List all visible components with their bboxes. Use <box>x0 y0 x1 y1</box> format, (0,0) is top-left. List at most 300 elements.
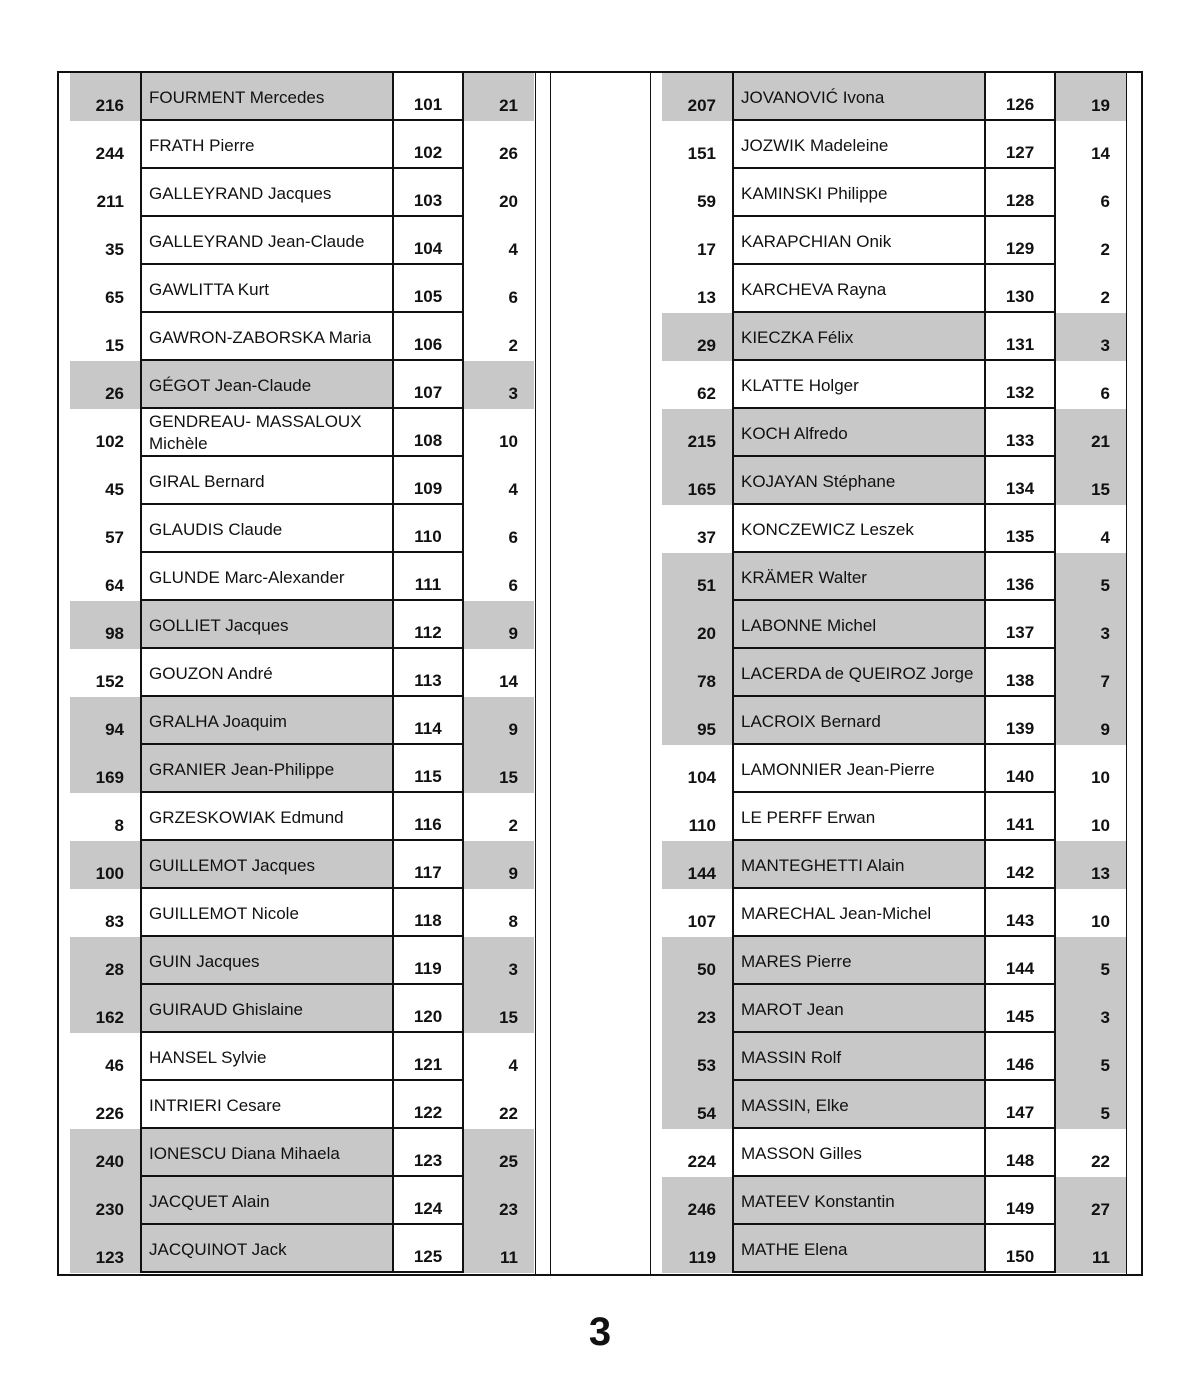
entry-value <box>1056 313 1126 361</box>
entry-value-text: 19 <box>1091 96 1110 115</box>
entry-sequence <box>392 793 464 841</box>
entry-name <box>140 121 394 169</box>
entry-name-text: MATEEV Konstantin <box>741 1192 895 1211</box>
entry-value <box>464 505 534 553</box>
entry-value-text: 22 <box>1091 1152 1110 1171</box>
entry-value-text: 9 <box>508 864 518 883</box>
entry-name <box>732 1081 986 1129</box>
entry-sequence <box>984 265 1056 313</box>
entry-number-text: 26 <box>105 384 124 403</box>
entry-number-text: 169 <box>95 768 124 787</box>
entry-name-text: JOZWIK Madeleine <box>741 136 889 155</box>
entry-number <box>662 409 732 457</box>
entry-name <box>732 265 986 313</box>
entry-sequence-text: 128 <box>1005 191 1035 210</box>
entry-value-text: 21 <box>499 96 518 115</box>
entry-number-text: 15 <box>105 336 124 355</box>
entry-sequence <box>984 793 1056 841</box>
entry-name-text: MATHE Elena <box>741 1240 848 1259</box>
entry-name-text: GALLEYRAND Jacques <box>149 184 332 203</box>
entry-value <box>464 169 534 217</box>
entry-number-text: 104 <box>687 768 716 787</box>
entry-name-text: JACQUINOT Jack <box>149 1240 287 1259</box>
entry-value-text: 3 <box>1100 1008 1110 1027</box>
entry-number <box>70 601 140 649</box>
entry-name <box>732 1033 986 1081</box>
entry-value <box>1056 793 1126 841</box>
entry-value <box>464 889 534 937</box>
entry-number-text: 13 <box>697 288 716 307</box>
entry-name-text: GALLEYRAND Jean-Claude <box>149 232 365 251</box>
entry-sequence <box>984 697 1056 745</box>
entry-value-text: 4 <box>1100 528 1110 547</box>
entry-sequence <box>984 1225 1056 1273</box>
entry-name-text: GENDREAU- MASSALOUX Michèle <box>149 412 362 453</box>
entry-name-text: KAMINSKI Philippe <box>741 184 888 203</box>
entry-sequence-text: 118 <box>414 911 442 930</box>
entry-value <box>1056 601 1126 649</box>
entry-value <box>1056 361 1126 409</box>
entry-number <box>662 841 732 889</box>
entry-number <box>70 169 140 217</box>
entry-sequence <box>984 361 1056 409</box>
entry-value <box>464 1081 534 1129</box>
entry-name-text: INTRIERI Cesare <box>149 1096 282 1115</box>
entry-value <box>1056 1081 1126 1129</box>
entry-name-text: GUIN Jacques <box>149 952 260 971</box>
entry-name <box>140 1033 394 1081</box>
entry-value-text: 5 <box>1100 960 1110 979</box>
entry-number-text: 144 <box>687 864 716 883</box>
entry-sequence <box>392 121 464 169</box>
entry-number <box>662 457 732 505</box>
entry-value-text: 6 <box>1100 384 1110 403</box>
entry-name-text: KARAPCHIAN Onik <box>741 232 892 251</box>
entry-sequence <box>392 697 464 745</box>
entry-number <box>662 1177 732 1225</box>
entry-sequence <box>392 937 464 985</box>
entry-value-text: 6 <box>508 288 518 307</box>
entry-sequence-text: 127 <box>1005 143 1035 162</box>
entry-sequence-text: 117 <box>414 863 442 882</box>
entry-value <box>1056 169 1126 217</box>
entry-sequence-text: 125 <box>413 1247 443 1266</box>
entry-value <box>1056 1033 1126 1081</box>
entry-name-text: GRANIER Jean-Philippe <box>149 760 335 779</box>
entry-number-text: 246 <box>687 1200 716 1219</box>
entry-sequence-text: 105 <box>413 287 443 306</box>
entry-number-text: 110 <box>688 816 716 835</box>
entry-number-text: 226 <box>95 1104 124 1123</box>
entry-value <box>1056 985 1126 1033</box>
entry-sequence-text: 123 <box>413 1151 443 1170</box>
entry-value <box>464 457 534 505</box>
entry-number-text: 29 <box>697 336 716 355</box>
entry-name-text: GOUZON André <box>149 664 273 683</box>
entry-sequence-text: 134 <box>1005 479 1035 498</box>
entry-number-text: 165 <box>687 480 716 499</box>
entry-sequence-text: 145 <box>1005 1007 1035 1026</box>
entry-sequence-text: 139 <box>1005 719 1035 738</box>
entry-number-text: 54 <box>697 1104 716 1123</box>
entry-number-text: 244 <box>95 144 124 163</box>
entry-sequence <box>392 457 464 505</box>
entry-sequence-text: 104 <box>413 239 443 258</box>
entry-number-text: 28 <box>105 960 124 979</box>
entry-value <box>464 1225 534 1273</box>
entry-value-text: 6 <box>508 528 518 547</box>
entry-value-text: 10 <box>499 432 518 451</box>
entry-name <box>732 217 986 265</box>
entry-value <box>1056 937 1126 985</box>
entry-number <box>662 697 732 745</box>
entry-value <box>1056 1225 1126 1273</box>
entry-name-text: GUILLEMOT Nicole <box>149 904 299 923</box>
entry-name-text: MARES Pierre <box>741 952 852 971</box>
entry-number-text: 20 <box>697 624 716 643</box>
entry-sequence-text: 120 <box>413 1007 443 1026</box>
entry-number <box>70 409 140 457</box>
entry-number <box>662 649 732 697</box>
entry-sequence-text: 111 <box>414 575 442 594</box>
entry-number <box>662 505 732 553</box>
entry-name-text: KRÄMER Walter <box>741 568 867 587</box>
entry-sequence <box>392 313 464 361</box>
entry-sequence-text: 114 <box>414 719 442 738</box>
entry-value-text: 11 <box>500 1248 518 1267</box>
entry-sequence <box>984 1129 1056 1177</box>
entry-sequence-text: 122 <box>413 1103 443 1122</box>
entry-sequence-text: 141 <box>1005 815 1035 834</box>
entry-name <box>732 841 986 889</box>
entry-name-text: LAMONNIER Jean-Pierre <box>741 760 935 779</box>
entry-number-text: 64 <box>105 576 124 595</box>
entry-number-text: 230 <box>95 1200 124 1219</box>
entry-number <box>662 313 732 361</box>
entry-name <box>732 649 986 697</box>
entry-sequence-text: 116 <box>414 815 442 834</box>
entry-number <box>662 1081 732 1129</box>
entry-value <box>1056 217 1126 265</box>
entry-name <box>732 505 986 553</box>
entry-value-text: 2 <box>1100 288 1110 307</box>
entry-sequence <box>984 601 1056 649</box>
entry-value-text: 2 <box>508 816 518 835</box>
entry-sequence-text: 142 <box>1005 863 1035 882</box>
entry-sequence-text: 146 <box>1005 1055 1035 1074</box>
entry-sequence-text: 144 <box>1005 959 1035 978</box>
entry-sequence <box>392 649 464 697</box>
entry-number <box>70 73 140 121</box>
entry-name <box>140 217 394 265</box>
entry-number <box>662 169 732 217</box>
entry-name-text: LE PERFF Erwan <box>741 808 876 827</box>
entry-name <box>140 313 394 361</box>
entry-name <box>732 73 986 121</box>
entry-sequence <box>984 313 1056 361</box>
entry-number <box>70 313 140 361</box>
entry-number-text: 51 <box>697 576 716 595</box>
entry-number <box>70 745 140 793</box>
entry-name <box>732 985 986 1033</box>
entry-name <box>140 793 394 841</box>
entry-name <box>140 1081 394 1129</box>
entry-number-text: 240 <box>95 1152 124 1171</box>
entry-value <box>464 985 534 1033</box>
entry-value <box>1056 409 1126 457</box>
entry-number <box>662 217 732 265</box>
entry-value <box>464 649 534 697</box>
entry-number-text: 102 <box>95 432 124 451</box>
entry-sequence-text: 149 <box>1005 1199 1035 1218</box>
entry-number <box>662 985 732 1033</box>
entry-number <box>662 601 732 649</box>
entry-value <box>464 601 534 649</box>
entry-sequence-text: 102 <box>413 143 443 162</box>
entry-name <box>140 553 394 601</box>
entry-value <box>464 1033 534 1081</box>
entry-name <box>140 409 394 457</box>
entry-number-text: 37 <box>697 528 716 547</box>
entry-sequence <box>984 217 1056 265</box>
entry-value-text: 3 <box>508 384 518 403</box>
entry-number-text: 215 <box>687 432 716 451</box>
entry-number-text: 8 <box>114 816 124 835</box>
entry-name-text: LABONNE Michel <box>741 616 877 635</box>
entry-name-text: GRZESKOWIAK Edmund <box>149 808 344 827</box>
entry-value-text: 10 <box>1091 816 1110 835</box>
entry-number-text: 62 <box>697 384 716 403</box>
entry-value <box>1056 697 1126 745</box>
entry-value-text: 9 <box>508 720 518 739</box>
entry-value-text: 2 <box>1100 240 1110 259</box>
entry-number <box>70 889 140 937</box>
entry-name-text: MASSIN, Elke <box>741 1096 849 1115</box>
entry-name-text: LACROIX Bernard <box>741 712 881 731</box>
entry-name <box>140 841 394 889</box>
entry-sequence-text: 124 <box>413 1199 443 1218</box>
entry-name-text: MARECHAL Jean-Michel <box>741 904 932 923</box>
entry-value-text: 10 <box>1091 768 1110 787</box>
entry-value <box>464 265 534 313</box>
entry-name <box>732 793 986 841</box>
entry-number-text: 83 <box>105 912 124 931</box>
entry-sequence-text: 132 <box>1005 383 1035 402</box>
entry-sequence-text: 106 <box>413 335 443 354</box>
entry-sequence <box>392 361 464 409</box>
entry-number-text: 207 <box>687 96 716 115</box>
entry-number-text: 152 <box>95 672 124 691</box>
entry-name-text: GUILLEMOT Jacques <box>149 856 315 875</box>
entry-number <box>662 361 732 409</box>
entry-sequence <box>392 1177 464 1225</box>
entry-value <box>1056 745 1126 793</box>
entry-sequence <box>984 505 1056 553</box>
entry-name <box>140 745 394 793</box>
entry-sequence <box>392 1081 464 1129</box>
entry-number-text: 162 <box>95 1008 124 1027</box>
entry-value-text: 20 <box>499 192 518 211</box>
entry-name <box>140 505 394 553</box>
entry-value <box>464 553 534 601</box>
entry-number-text: 45 <box>105 480 124 499</box>
entry-value-text: 23 <box>499 1200 518 1219</box>
entry-name-text: JACQUET Alain <box>149 1192 270 1211</box>
entry-number <box>70 841 140 889</box>
column-divider <box>650 71 651 1276</box>
entry-value-text: 8 <box>508 912 518 931</box>
entry-value <box>464 1129 534 1177</box>
entry-name <box>140 457 394 505</box>
entry-sequence-text: 109 <box>413 479 443 498</box>
entry-number-text: 57 <box>105 528 124 547</box>
entry-number <box>662 1225 732 1273</box>
entry-name-text: GUIRAUD Ghislaine <box>149 1000 303 1019</box>
entry-sequence <box>392 505 464 553</box>
entry-number-text: 17 <box>697 240 716 259</box>
entry-sequence-text: 136 <box>1005 575 1035 594</box>
entry-name <box>732 121 986 169</box>
entry-name <box>140 985 394 1033</box>
entry-sequence-text: 121 <box>413 1055 443 1074</box>
entry-name <box>732 313 986 361</box>
entry-value-text: 15 <box>499 768 518 787</box>
entry-sequence-text: 137 <box>1005 623 1035 642</box>
entry-name <box>140 1177 394 1225</box>
entry-name-text: HANSEL Sylvie <box>149 1048 267 1067</box>
entry-sequence <box>392 841 464 889</box>
entry-sequence <box>984 409 1056 457</box>
entry-sequence-text: 101 <box>413 95 443 114</box>
entry-name <box>732 697 986 745</box>
entry-value <box>464 697 534 745</box>
entry-sequence <box>392 409 464 457</box>
entry-sequence-text: 110 <box>414 527 442 546</box>
entry-number-text: 53 <box>697 1056 716 1075</box>
entry-value-text: 25 <box>499 1152 518 1171</box>
entry-number <box>662 1129 732 1177</box>
entry-sequence-text: 138 <box>1005 671 1035 690</box>
entry-number <box>662 121 732 169</box>
entry-name <box>140 1225 394 1273</box>
entry-sequence <box>984 1033 1056 1081</box>
entry-value <box>464 217 534 265</box>
entry-number <box>70 1129 140 1177</box>
entry-name-text: KOCH Alfredo <box>741 424 848 443</box>
entry-sequence-text: 126 <box>1005 95 1035 114</box>
entry-name <box>140 73 394 121</box>
entry-sequence <box>984 985 1056 1033</box>
entry-number <box>662 937 732 985</box>
entry-sequence <box>984 745 1056 793</box>
entry-number-text: 107 <box>687 912 716 931</box>
entry-value-text: 7 <box>1100 672 1110 691</box>
entry-number <box>70 265 140 313</box>
entry-number-text: 46 <box>105 1056 124 1075</box>
entry-number-text: 100 <box>95 864 124 883</box>
entry-value <box>1056 889 1126 937</box>
entry-name <box>140 697 394 745</box>
entry-value <box>464 1177 534 1225</box>
entry-name-text: GLAUDIS Claude <box>149 520 283 539</box>
entry-number <box>662 889 732 937</box>
entry-name <box>732 601 986 649</box>
entry-number-text: 211 <box>96 192 124 211</box>
entry-sequence <box>984 73 1056 121</box>
entry-name <box>140 1129 394 1177</box>
entry-sequence-text: 148 <box>1005 1151 1035 1170</box>
entry-number <box>70 121 140 169</box>
entry-name-text: KONCZEWICZ Leszek <box>741 520 914 539</box>
entry-name <box>140 601 394 649</box>
entry-value <box>464 361 534 409</box>
entry-value-text: 5 <box>1100 1104 1110 1123</box>
entry-sequence <box>984 889 1056 937</box>
entry-sequence <box>984 841 1056 889</box>
entry-sequence <box>392 985 464 1033</box>
entry-name-text: MASSIN Rolf <box>741 1048 842 1067</box>
entry-value <box>1056 121 1126 169</box>
entry-sequence <box>392 553 464 601</box>
entry-sequence-text: 107 <box>413 383 443 402</box>
entry-value <box>464 793 534 841</box>
entry-name <box>140 169 394 217</box>
entry-name-text: GRALHA Joaquim <box>149 712 287 731</box>
entry-number <box>662 553 732 601</box>
entry-name <box>732 1177 986 1225</box>
entry-number-text: 50 <box>697 960 716 979</box>
column-divider <box>550 71 551 1276</box>
entry-sequence <box>392 217 464 265</box>
entry-value-text: 10 <box>1091 912 1110 931</box>
page-number: 3 <box>588 1310 612 1354</box>
entry-sequence-text: 131 <box>1005 335 1035 354</box>
entry-sequence-text: 129 <box>1005 239 1035 258</box>
entry-name-text: KLATTE Holger <box>741 376 859 395</box>
entry-value-text: 4 <box>508 480 518 499</box>
column-divider <box>535 71 536 1276</box>
entry-number <box>662 745 732 793</box>
entry-value-text: 5 <box>1100 576 1110 595</box>
entry-number <box>70 985 140 1033</box>
entry-sequence-text: 143 <box>1005 911 1035 930</box>
entry-name <box>732 457 986 505</box>
entry-value <box>464 745 534 793</box>
entry-number <box>70 553 140 601</box>
entry-name <box>140 889 394 937</box>
entry-value-text: 3 <box>508 960 518 979</box>
entry-sequence <box>984 121 1056 169</box>
entry-value <box>1056 265 1126 313</box>
entry-name-text: FOURMENT Mercedes <box>149 88 325 107</box>
entry-value-text: 14 <box>499 672 518 691</box>
entry-value <box>464 409 534 457</box>
entry-value <box>1056 841 1126 889</box>
entry-number-text: 216 <box>95 96 124 115</box>
entry-name-text: GAWRON-ZABORSKA Maria <box>149 328 372 347</box>
entry-number <box>70 361 140 409</box>
entry-sequence <box>984 1081 1056 1129</box>
entry-value <box>464 841 534 889</box>
entry-value <box>464 313 534 361</box>
entry-value <box>1056 649 1126 697</box>
entry-sequence <box>984 169 1056 217</box>
entry-sequence-text: 140 <box>1005 767 1035 786</box>
entry-number <box>70 1081 140 1129</box>
entry-number-text: 23 <box>697 1008 716 1027</box>
entry-number-text: 123 <box>95 1248 124 1267</box>
entry-value-text: 6 <box>1100 192 1110 211</box>
